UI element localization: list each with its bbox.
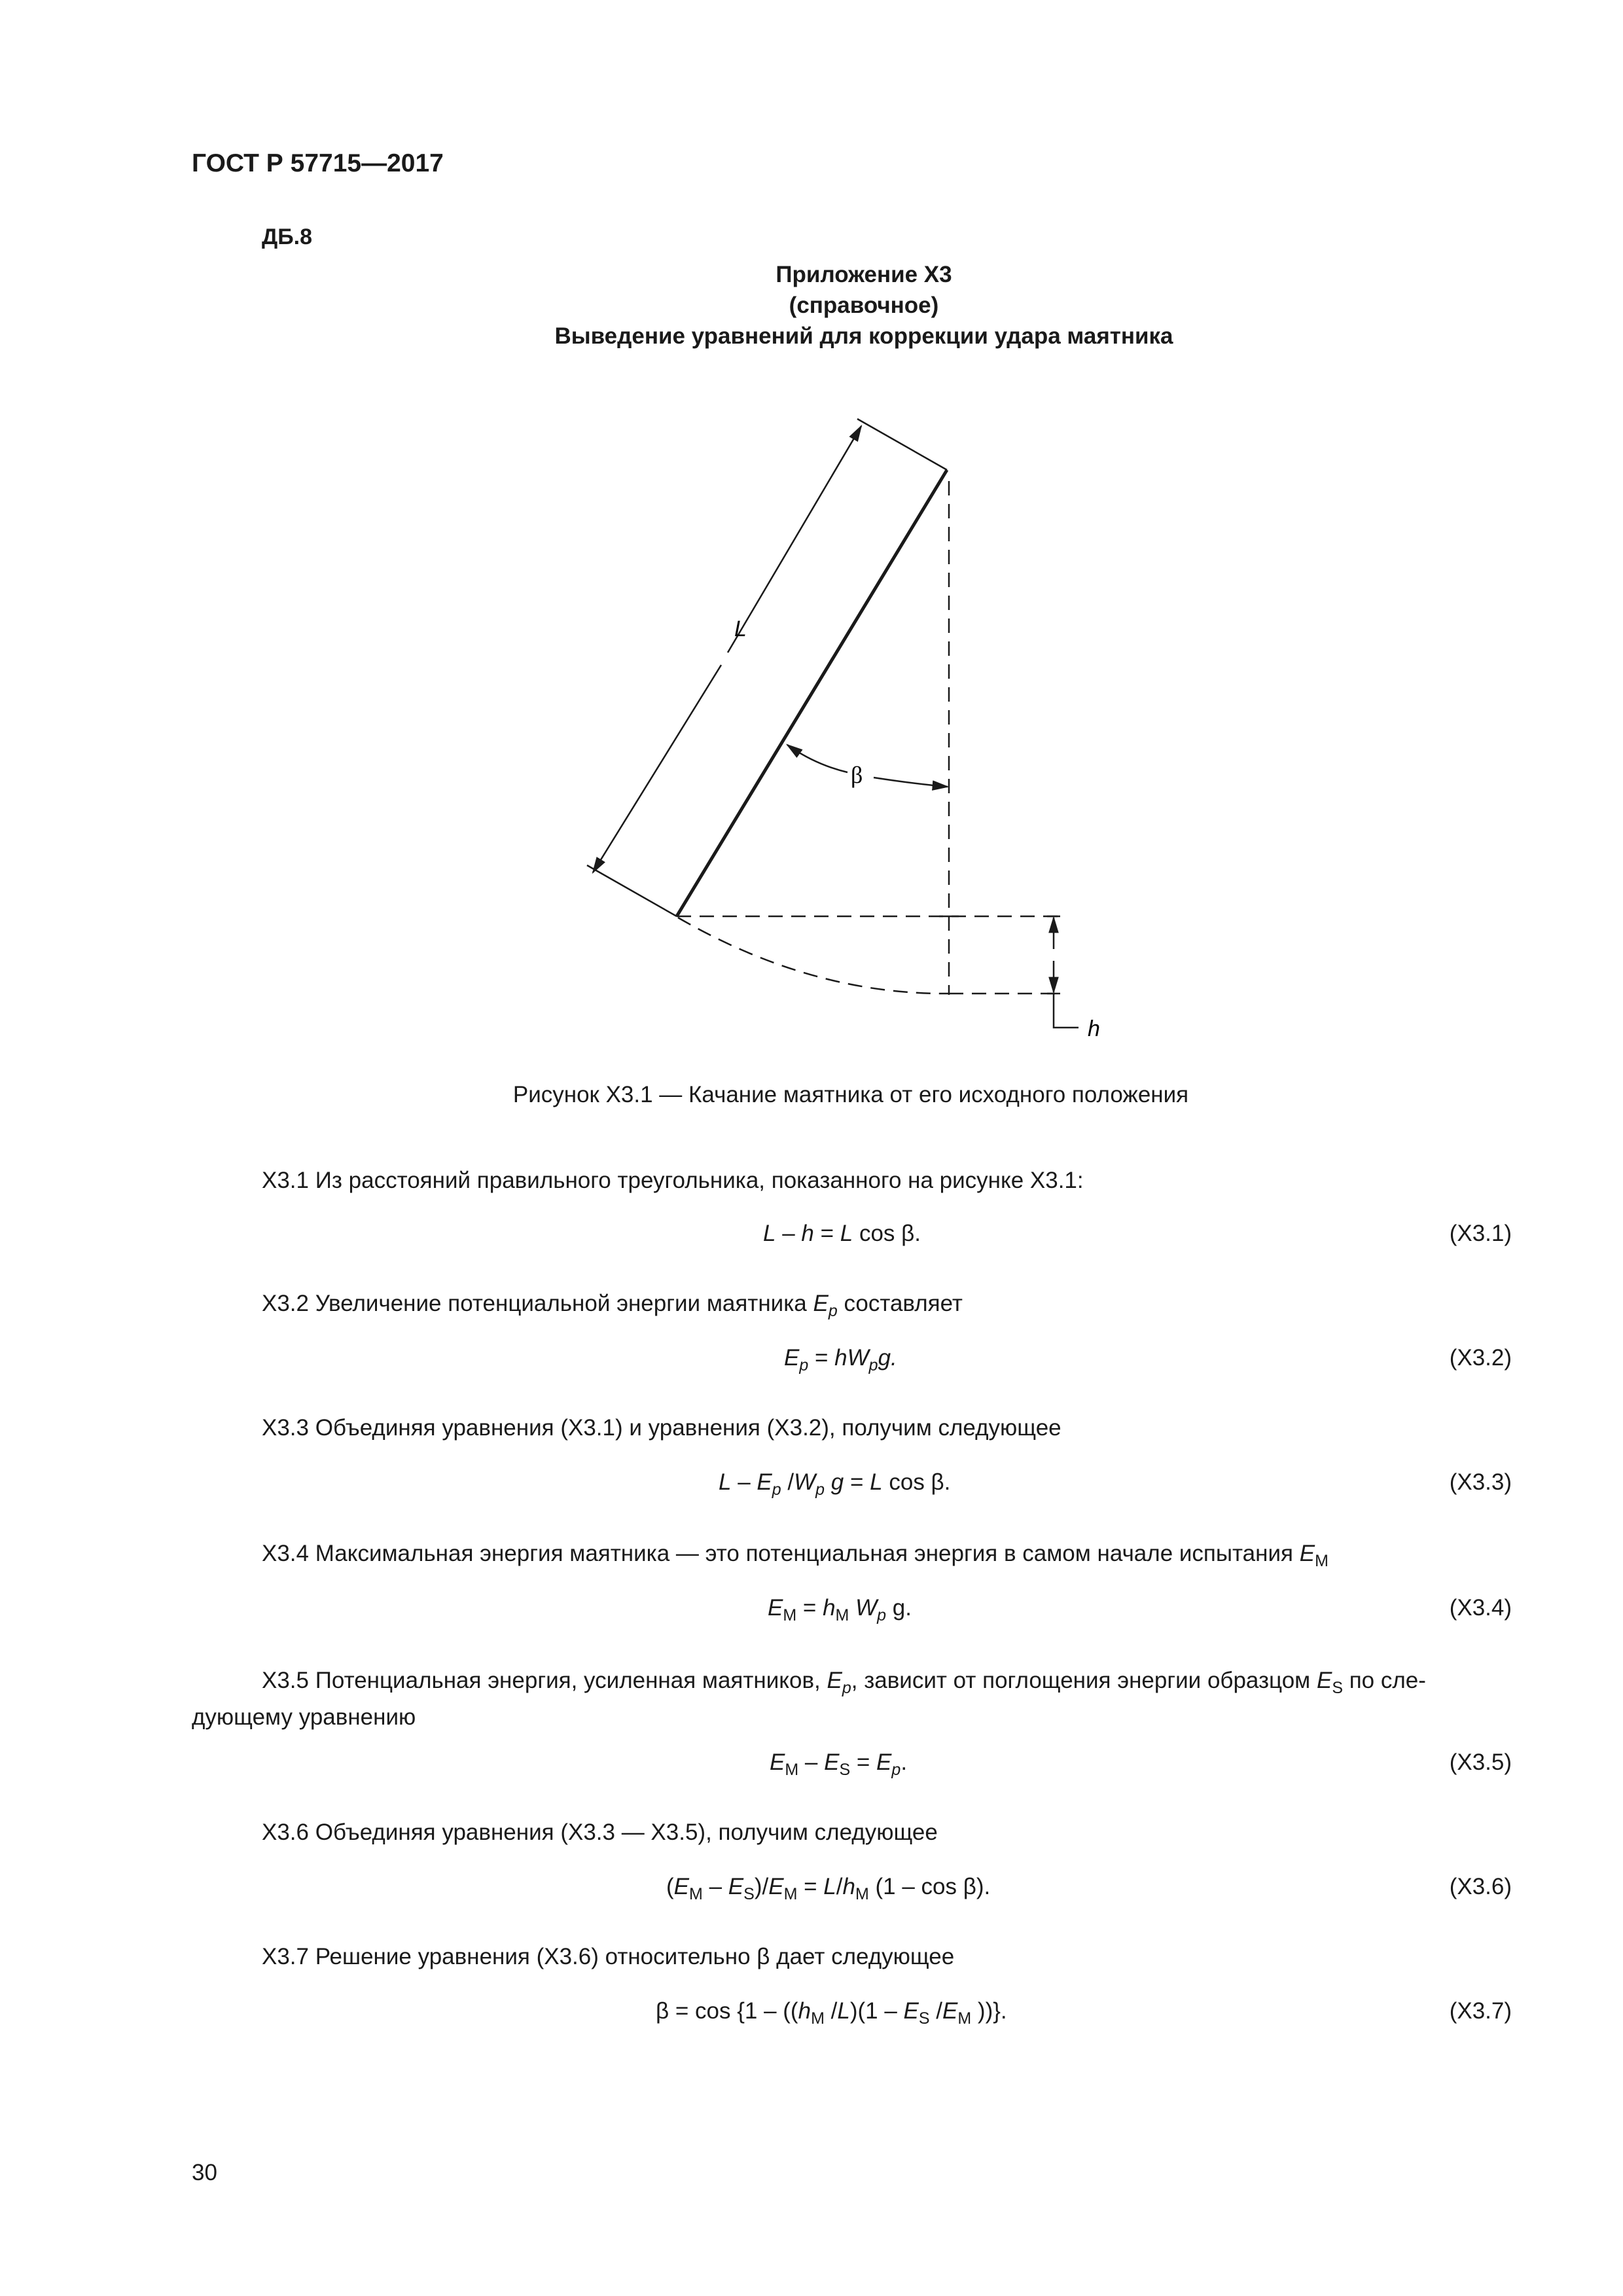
equation-x3-6: $(E_M - E_S)/E_M = L/h_M$ (1 – cos β).: [666, 1874, 991, 1903]
p5-c: по сле-: [1343, 1668, 1426, 1693]
paragraph-x3-1: X3.1 Из расстояний правильного треугольника, показанного на рисунке X3.1:: [262, 1168, 1084, 1193]
equation-number-3: (X3.3): [1449, 1469, 1512, 1495]
pendulum-figure: [0, 0, 1623, 1080]
p5-b: , зависит от поглощения энергии образцом: [851, 1668, 1317, 1693]
equation-number-2: (X3.2): [1449, 1345, 1512, 1371]
equation-number-5: (X3.5): [1449, 1749, 1512, 1775]
figure-caption: Рисунок X3.1 — Качание маятника от его исходного положения: [512, 1082, 1189, 1107]
equation-x3-3: L – $E_p$ $/W_p$ g = L cos β.: [719, 1469, 951, 1499]
angle-arrow-left: [787, 745, 847, 772]
label-h: h: [1088, 1016, 1100, 1041]
p2-suffix: составляет: [837, 1291, 963, 1316]
paragraph-x3-4: X3.4 Максимальная энергия маятника — это потенциальная энергия в самом начале испытания $E_M$: [262, 1541, 1329, 1570]
equation-x3-4: $E_M = h_M$ $W_p$ g.: [768, 1595, 912, 1624]
swing-arc: [678, 918, 949, 994]
appendix-subtitle: (справочное): [789, 293, 939, 318]
equation-number-1: (X3.1): [1449, 1221, 1512, 1246]
section-label: ДБ.8: [262, 224, 313, 249]
equation-x3-7: $\beta = \cos \{1 - ((h_M$ $/L)(1 - E_S$ $/E_M$ ))}.: [656, 1998, 1007, 2028]
length-dimension-lower: [593, 665, 721, 872]
equation-x3-5: $E_M - E_S = E_p$.: [770, 1749, 908, 1779]
length-dimension-upper: [728, 426, 861, 653]
equation-x3-1: L – h = L cos β.: [763, 1221, 921, 1246]
angle-arrow-right: [874, 778, 948, 787]
equation-number-4: (X3.4): [1449, 1595, 1512, 1621]
h-leader: [1054, 994, 1079, 1028]
p5-d: дующему уравнению: [192, 1704, 416, 1730]
pendulum-arm: [677, 470, 947, 916]
p5-a: X3.5 Потенциальная энергия, усиленная маятников,: [262, 1668, 827, 1693]
equation-number-7: (X3.7): [1449, 1998, 1512, 2024]
page-number: 30: [192, 2160, 217, 2185]
standard-number: ГОСТ Р 57715—2017: [192, 149, 444, 177]
label-beta: β: [851, 762, 863, 788]
equation-number-6: (X3.6): [1449, 1874, 1512, 1899]
paragraph-x3-2: X3.2 Увеличение потенциальной энергии маятника $E_p$ составляет: [262, 1291, 963, 1320]
p2-prefix: X3.2 Увеличение потенциальной энергии маятника: [262, 1291, 813, 1316]
paragraph-x3-3: X3.3 Объединяя уравнения (X3.1) и уравнения (X3.2), получим следующее: [262, 1415, 1061, 1441]
label-L: L: [734, 617, 747, 641]
appendix-heading: Выведение уравнений для коррекции удара маятника: [554, 323, 1173, 349]
extension-line-top: [857, 419, 947, 470]
extension-line-bottom: [587, 865, 677, 916]
equation-x3-2: $E_p = hW_pg$.: [784, 1345, 897, 1374]
appendix-title: Приложение X3: [776, 262, 952, 287]
paragraph-x3-5: X3.5 Потенциальная энергия, усиленная маятников, $E_p$, зависит от поглощения энергии образцом $E_S$ по сле- дующему уравнению: [192, 1668, 1426, 1730]
p4-text: X3.4 Максимальная энергия маятника — это потенциальная энергия в самом начале испытания: [262, 1541, 1300, 1566]
paragraph-x3-7: X3.7 Решение уравнения (X3.6) относительно β дает следующее: [262, 1944, 955, 1969]
paragraph-x3-6: X3.6 Объединяя уравнения (X3.3 — X3.5), получим следующее: [262, 1820, 938, 1845]
